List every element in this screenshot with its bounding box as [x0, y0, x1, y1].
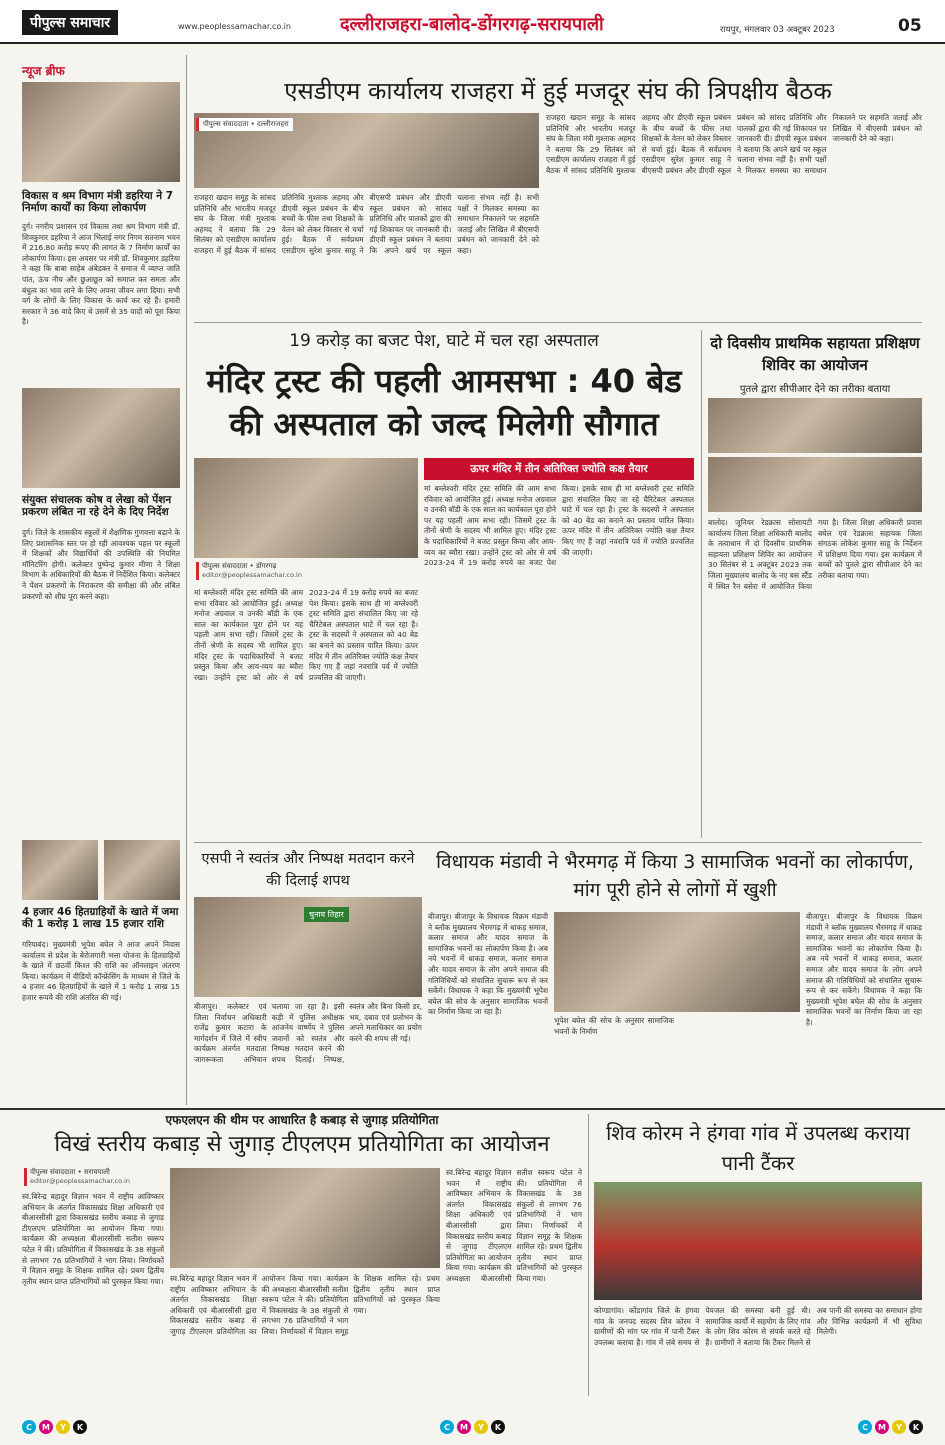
tanker-headline: शिव कोरम ने हंगवा गांव में उपलब्ध कराया पानी टैंकर — [606, 1121, 910, 1175]
byline-place: दल्लीराजहरा — [257, 120, 289, 128]
black-mark: K — [73, 1420, 87, 1434]
lead-photo — [194, 458, 418, 558]
section-divider — [194, 322, 922, 323]
mla-body-right: बीजापुर। बीजापुर के विधायक विक्रम मंडावी ने ब्लॉक मुख्यालय भैरमगढ़ में धाकड़ समाज, कलार समाज और यादव समाज के सामाजिक भवनों का लोकार्पण किया है। अब नये भवनों में धाकड़ समाज, कलार समाज और यादव समाज के लोग अपने समाज की गतिविधियों को संचालित सुचारू रूप से कर सकेंगे। विधायक ने कहा कि मुख्यमंत्री भूपेश बघेल की सोच के अनुसार सामाजिक भवनों का निर्माण किया जा रहा है। — [806, 912, 922, 1027]
masthead — [0, 0, 945, 44]
byline-email: editor@peoplessamachar.co.in — [202, 571, 302, 579]
masthead-website: www.peoplessamachar.co.in — [178, 22, 291, 31]
brief-photo-1 — [22, 82, 180, 182]
byline-email: editor@peoplessamachar.co.in — [30, 1177, 130, 1185]
byline-reporter: पीपुल्स संवाददाता — [203, 120, 249, 128]
first-aid-headline: दो दिवसीय प्राथमिक सहायता प्रशिक्षण शिविर का आयोजन — [710, 334, 920, 374]
first-aid-subhead: पुतले द्वारा सीपीआर देने का तरीका बताया — [739, 384, 891, 395]
brief-3-body: गरियाबंद। मुख्यमंत्री भूपेश बघेल ने आज अपने निवास कार्यालय से प्रदेश के बेरोजगारी भत्ता योजना के हितग्राहियों के खाते में छठवीं किश्त की राशि का ऑनलाइन अंतरण किया। कार्यक्रम में वीडियो कॉन्फ्रेंसिंग के माध्यम से जिले के 4 हजार 46 हितग्राहियों के खाते में 1 करोड़ 1 लाख 15 हजार रूपये की राशि अंतरित की गई। — [22, 940, 180, 1002]
tanker-body: कोण्डागांव। कोंडागांव जिले के हंगवा गांव के जनपद सदस्य शिव कोरम ने ग्रामीणों की मांग पर गांव में पानी टैंकर उपलब्ध कराया है। गांव में लंबे समय से पेयजल की समस्या बनी हुई थी। सामाजिक कार्यों में सहयोग के लिए गांव के लोग शिव कोरम से संपर्क करते रहे हैं। ग्रामीणों ने बताया कि टैंकर मिलने से अब पानी की समस्या का समाधान होगा और विभिन्न कार्यक्रमों में भी सुविधा मिलेगी। — [594, 1306, 922, 1347]
column-divider — [186, 55, 187, 1105]
cyan-mark: C — [858, 1420, 872, 1434]
cyan-mark: C — [440, 1420, 454, 1434]
brief-3-headline: 4 हजार 46 हितग्राहियों के खाते में जमा की 1 करोड़ 1 लाख 15 हजार राशि — [22, 906, 179, 931]
sp-pledge-headline: एसपी ने स्वतंत्र और निष्पक्ष मतदान करने की दिलाई शपथ — [201, 851, 415, 889]
lead-kicker: 19 करोड़ का बजट पेश, घाटे में चल रहा अस्पताल — [289, 331, 599, 351]
masthead-logo: पीपुल्स समाचार — [22, 10, 118, 35]
mla-body: बीजापुर। बीजापुर के विधायक विक्रम मंडावी ने ब्लॉक मुख्यालय भैरमगढ़ में धाकड़ समाज, कलार समाज और यादव समाज के सामाजिक भवनों का लोकार्पण किया है। अब नये भवनों में धाकड़ समाज, कलार समाज और यादव समाज के लोग अपने समाज की गतिविधियों को संचालित सुचारू रूप से कर सकेंगे। विधायक ने कहा कि मुख्यमंत्री भूपेश बघेल की सोच के अनुसार सामाजिक भवनों का निर्माण किया जा रहा है। — [428, 912, 548, 1017]
brief-2-headline: संयुक्त संचालक कोष व लेखा को पेंशन प्रकरण लंबित ना रहे देने के दिए निर्देश — [22, 494, 172, 519]
brief-1-body: दुर्ग। नगरीय प्रशासन एवं विकास तथा श्रम विभाग मंत्री डॉ. शिवकुमार डहरिया ने आज भिलाई नगर निगम सतनाम भवन में 216.80 करोड़ रूपए की लागत के 7 निर्माण कार्यों का लोकार्पण किया। इस अवसर पर मंत्री डॉ. शिवकुमार डहरिया ने कहा कि बाबा साहेब अंबेडकर ने समाज में व्याप्त जाति पांत, ऊंच नीच और छुआछूत को समाप्त कर समता और बंधुत्व का भाव लाने के लिए अपना जीवन लगा दिया। सभी वर्ग के लोगों के लिए विकास के कार्य कर रहे हैं। हमारी सरकार ने 36 वादे किए थे उसमें से 35 वादों को पूरा किया है। — [22, 222, 180, 327]
black-mark: K — [491, 1420, 505, 1434]
top-story-byline: पीपुल्स संवाददाता • दल्लीराजहरा — [196, 118, 293, 131]
sp-pledge-photo — [194, 897, 422, 997]
lead-body: मां बम्लेश्वरी मंदिर ट्रस्ट समिति की आम सभा रविवार को आयोजित हुई। अध्यक्ष मनोज अग्रवाल व उनकी बॉडी के एक साल का कार्यकाल पूरा होने पर यह पहली आम सभा रही। जिसमें ट्रस्ट के तीनों श्रेणी के सदस्य भी शामिल हुए। मंदिर ट्रस्ट के पदाधिकारियों ने बजट प्रस्तुत किया और आय-व्यय का ब्यौरा रखा। उन्होंने ट्रस्ट को ओर से वर्ष 2023-24 में 19 करोड़ रुपये का बजट पेश किया। इसके साथ ही मां बम्लेश्वरी ट्रस्ट समिति द्वारा संचालित किए जा रहे चैरिटेबल अस्पताल घाटे में चल रहा है। ट्रस्ट के सदस्यों ने अस्पताल को 40 बेड का बनाने का प्रस्ताव पारित किया। ऊपर मंदिर में तीन अतिरिक्त ज्योति कक्ष तैयार किए गए हैं जहां नवरात्रि पर्व में ज्योति प्रज्वलित की जाएगी। — [194, 588, 418, 682]
lead-byline: पीपुल्स संवाददाता • डोंगरगढ़ editor@peoplessamachar.co.in — [196, 562, 418, 580]
news-brief-label: न्यूज ब्रीफ — [22, 64, 65, 78]
cyan-mark: C — [22, 1420, 36, 1434]
mla-photo — [554, 912, 800, 1012]
scrap-byline: पीपुल्स संवाददाता • सरायपाली editor@peoplessamachar.co.in — [24, 1168, 164, 1186]
magenta-mark: M — [457, 1420, 471, 1434]
yellow-mark: Y — [56, 1420, 70, 1434]
scrap-photo — [170, 1168, 440, 1268]
tanker-photo — [594, 1182, 922, 1300]
first-aid-photo-2 — [708, 457, 922, 512]
top-story-body-right: राजहरा खदान समूह के सांसद प्रतिनिधि और भारतीय मजदूर संघ के जिला मंत्री मुश्ताक अहमद ने बताया कि 29 सितंबर को एसडीएम कार्यालय राजहरा में हुई बैठक में सांसद प्रतिनिधि मुश्ताक अहमद और डीएवी स्कूल प्रबंधन के बीच बच्चों के फीस तथा शिक्षकों के वेतन को लेकर विस्तार से चर्चा हुई। बैठक में सर्वप्रथम एसडीएम सुरेश कुमार साहू ने बीएसपी प्रबंधन और डीएवी स्कूल प्रबंधन को सांसद प्रतिनिधि और पालकों द्वारा की गई शिकायत पर जानकारी दी। डीएवी स्कूल प्रबंधन ने बताया कि अपने खर्च पर स्कूल चलाना संभव नहीं है। सभी पक्षों ने मिलकर समस्या का समाधान निकालने पर सहमति जताई और लिखित में बीएसपी प्रबंधन को जानकारी देने को कहा। — [546, 113, 922, 175]
yellow-mark: Y — [892, 1420, 906, 1434]
mla-headline: विधायक मंडावी ने भैरमगढ़ में किया 3 सामाजिक भवनों का लोकार्पण, मांग पूरी होने से लोगों में खुशी — [436, 851, 914, 901]
brief-photo-2 — [22, 388, 180, 488]
black-mark: K — [909, 1420, 923, 1434]
brief-photo-3a — [22, 840, 98, 900]
first-aid-photo-1 — [708, 398, 922, 453]
top-story-body: राजहरा खदान समूह के सांसद प्रतिनिधि और भारतीय मजदूर संघ के जिला मंत्री मुश्ताक अहमद ने बताया कि 29 सितंबर को एसडीएम कार्यालय राजहरा में हुई बैठक में सांसद प्रतिनिधि मुश्ताक अहमद और डीएवी स्कूल प्रबंधन के बीच बच्चों के फीस तथा शिक्षकों के वेतन को लेकर विस्तार से चर्चा हुई। बैठक में सर्वप्रथम एसडीएम सुरेश कुमार साहू ने बीएसपी प्रबंधन और डीएवी स्कूल प्रबंधन को सांसद प्रतिनिधि और पालकों द्वारा की गई शिकायत पर जानकारी दी। डीएवी स्कूल प्रबंधन ने बताया कि अपने खर्च पर स्कूल चलाना संभव नहीं है। सभी पक्षों ने मिलकर समस्या का समाधान निकालने पर सहमति जताई और लिखित में बीएसपी प्रबंधन को जानकारी देने को कहा। — [194, 193, 539, 255]
lead-headline: मंदिर ट्रस्ट की पहली आमसभा : 40 बेड की अस्पताल को जल्द मिलेगी सौगात — [206, 362, 682, 443]
brief-photo-3b — [104, 840, 180, 900]
scrap-body-left: स्व.बिरेन्द्र बहादुर विज्ञान भवन में राष्ट्रीय आविष्कार अभियान के अंतर्गत विकासखंड शिक्षा अधिकारी एवं बीआरसीसी द्वारा विकासखंड स्तरीय कबाड़ से जुगाड़ टीएलएम प्रतियोगिता का आयोजन किया गया। कार्यक्रम की अध्यक्षता बीआरसीसी सतीश स्वरूप पटेल ने की। प्रतियोगिता में विकासखंड के 38 संकुलों से लगभग 76 प्रतिभागियों ने भाग लिया। निर्णायकों में विज्ञान समूह के शिक्षक शामिल रहे। प्रथम द्वितीय तृतीय स्थान प्राप्त प्रतिभागियों को पुरस्कृत किया गया। — [22, 1192, 164, 1286]
magenta-mark: M — [39, 1420, 53, 1434]
scrap-body-mid: स्व.बिरेन्द्र बहादुर विज्ञान भवन में राष्ट्रीय आविष्कार अभियान के अंतर्गत विकासखंड शिक्षा अधिकारी एवं बीआरसीसी द्वारा विकासखंड स्तरीय कबाड़ से जुगाड़ टीएलएम प्रतियोगिता का आयोजन किया गया। कार्यक्रम की अध्यक्षता बीआरसीसी सतीश स्वरूप पटेल ने की। प्रतियोगिता में विकासखंड के 38 संकुलों से लगभग 76 प्रतिभागियों ने भाग लिया। निर्णायकों में विज्ञान समूह के शिक्षक शामिल रहे। प्रथम द्वितीय तृतीय स्थान प्राप्त प्रतिभागियों को पुरस्कृत किया गया। — [170, 1274, 440, 1336]
mla-caption: भूपेश बघेल की सोच के अनुसार सामाजिक भवनों के निर्माण — [554, 1016, 674, 1036]
first-aid-body: बालोद। जूनियर रेडक्रास सोसायटी कार्यालय जिला शिक्षा अधिकारी बालोद के तत्वाधान में दो दिवसीय प्राथमिक सहायता प्रशिक्षण शिविर का आयोजन 30 सितंबर से 1 अक्टूबर 2023 तक जिला मुख्यालय बालोद के नए बस स्टैंड में स्थित रैन बसेरा में आयोजित किया गया है। जिला शिक्षा अधिकारी प्रवास बघेल एवं रेडक्रास सहायक जिला संगठक लोकेश कुमार साहू के निर्देशन में प्रशिक्षण दिया गया। इस कार्यक्रम में बच्चों को पुतले द्वारा सीपीआर देने का तरीका बताया गया। — [708, 518, 922, 591]
cmyk-marks-left — [22, 1420, 87, 1434]
dateline: रायपुर, मंगलवार 03 अक्टूबर 2023 — [720, 25, 835, 35]
byline-reporter: पीपुल्स संवाददाता — [202, 562, 248, 570]
byline-reporter: पीपुल्स संवाददाता — [30, 1168, 76, 1176]
cmyk-marks-right — [858, 1420, 923, 1434]
sp-pledge-banner: चुनाव तिहार — [304, 907, 349, 922]
lead-body-right: मां बम्लेश्वरी मंदिर ट्रस्ट समिति की आम सभा रविवार को आयोजित हुई। अध्यक्ष मनोज अग्रवाल व उनकी बॉडी के एक साल का कार्यकाल पूरा होने पर यह पहली आम सभा रही। जिसमें ट्रस्ट के तीनों श्रेणी के सदस्य भी शामिल हुए। मंदिर ट्रस्ट के पदाधिकारियों ने बजट प्रस्तुत किया और आय-व्यय का ब्यौरा रखा। उन्होंने ट्रस्ट को ओर से वर्ष 2023-24 में 19 करोड़ रुपये का बजट पेश किया। इसके साथ ही मां बम्लेश्वरी ट्रस्ट समिति द्वारा संचालित किए जा रहे चैरिटेबल अस्पताल घाटे में चल रहा है। ट्रस्ट के सदस्यों ने अस्पताल को 40 बेड का बनाने का प्रस्ताव पारित किया। ऊपर मंदिर में तीन अतिरिक्त ज्योति कक्ष तैयार किए गए हैं जहां नवरात्रि पर्व में ज्योति प्रज्वलित की जाएगी। — [424, 484, 694, 568]
scrap-kicker: एफएलएन की थीम पर आधारित है कबाड़ से जुगाड़ प्रतियोगिता — [165, 1113, 439, 1127]
scrap-body-right: स्व.बिरेन्द्र बहादुर विज्ञान भवन में राष्ट्रीय आविष्कार अभियान के अंतर्गत विकासखंड शिक्षा अधिकारी एवं बीआरसीसी द्वारा विकासखंड स्तरीय कबाड़ से जुगाड़ टीएलएम प्रतियोगिता का आयोजन किया गया। कार्यक्रम की अध्यक्षता बीआरसीसी सतीश स्वरूप पटेल ने की। प्रतियोगिता में विकासखंड के 38 संकुलों से लगभग 76 प्रतिभागियों ने भाग लिया। निर्णायकों में विज्ञान समूह के शिक्षक शामिल रहे। प्रथम द्वितीय तृतीय स्थान प्राप्त प्रतिभागियों को पुरस्कृत किया गया। — [446, 1168, 582, 1283]
section-divider-thick — [0, 1108, 945, 1110]
sp-pledge-body: बीजापुर। कलेक्टर एवं जिला निर्वाचन अधिकारी राजेंद्र कुमार कटारा के मार्गदर्शन में जिले में स्वीप कार्यक्रम अंतर्गत मतदाता जागरूकता अभियान चलाया जा रहा है। इसी कड़ी में पुलिस अधीक्षक आंजनेय वार्ष्णेय ने पुलिस जवानों को स्वतंत्र और निष्पक्ष मतदान करने की शपथ दिलाई। निष्पक्ष, स्वतंत्र और बिना किसी डर, भय, दबाव एवं प्रलोभन के अपने मताधिकार का प्रयोग करने की शपथ ली गई। — [194, 1002, 422, 1064]
edition-banner: दल्लीराजहरा-बालोद-डोंगरगढ़-सरायपाली — [340, 14, 604, 35]
column-divider — [701, 330, 702, 838]
section-divider — [194, 842, 922, 843]
lead-subhead: ऊपर मंदिर में तीन अतिरिक्त ज्योति कक्ष तैयार — [424, 458, 694, 480]
brief-2-body: दुर्ग। जिले के शासकीय स्कूलों में शैक्षणिक गुणवत्ता बढ़ाने के लिए प्रशासनिक स्तर पर हो रही आवश्यक पहल पर स्कूलों में शिक्षकों और विद्यार्थियों की उपस्थिति की नियमित मॉनिटरिंग होगी। कलेक्टर पुष्पेन्द्र कुमार मीणा ने शिक्षा विभाग के अधिकारियों की बैठक में निर्देशित किया। कलेक्टर ने पेंशन प्रकरणों के निराकरण की समीक्षा की और लंबित प्रकरणों को शीघ्र पूरा करने कहा। — [22, 528, 180, 601]
cmyk-marks-center — [440, 1420, 505, 1434]
scrap-headline: विखं स्तरीय कबाड़ से जुगाड़ टीएलएम प्रतियोगिता का आयोजन — [54, 1132, 550, 1157]
yellow-mark: Y — [474, 1420, 488, 1434]
brief-1-headline: विकास व श्रम विभाग मंत्री डहरिया ने 7 निर्माण कार्यों का किया लोकार्पण — [22, 190, 174, 215]
page-number: 05 — [898, 16, 922, 36]
top-story-headline: एसडीएम कार्यालय राजहरा में हुई मजदूर संघ की त्रिपक्षीय बैठक — [284, 77, 832, 105]
byline-place: डोंगरगढ़ — [256, 562, 277, 570]
byline-place: सरायपाली — [84, 1168, 110, 1176]
column-divider — [588, 1114, 589, 1396]
magenta-mark: M — [875, 1420, 889, 1434]
